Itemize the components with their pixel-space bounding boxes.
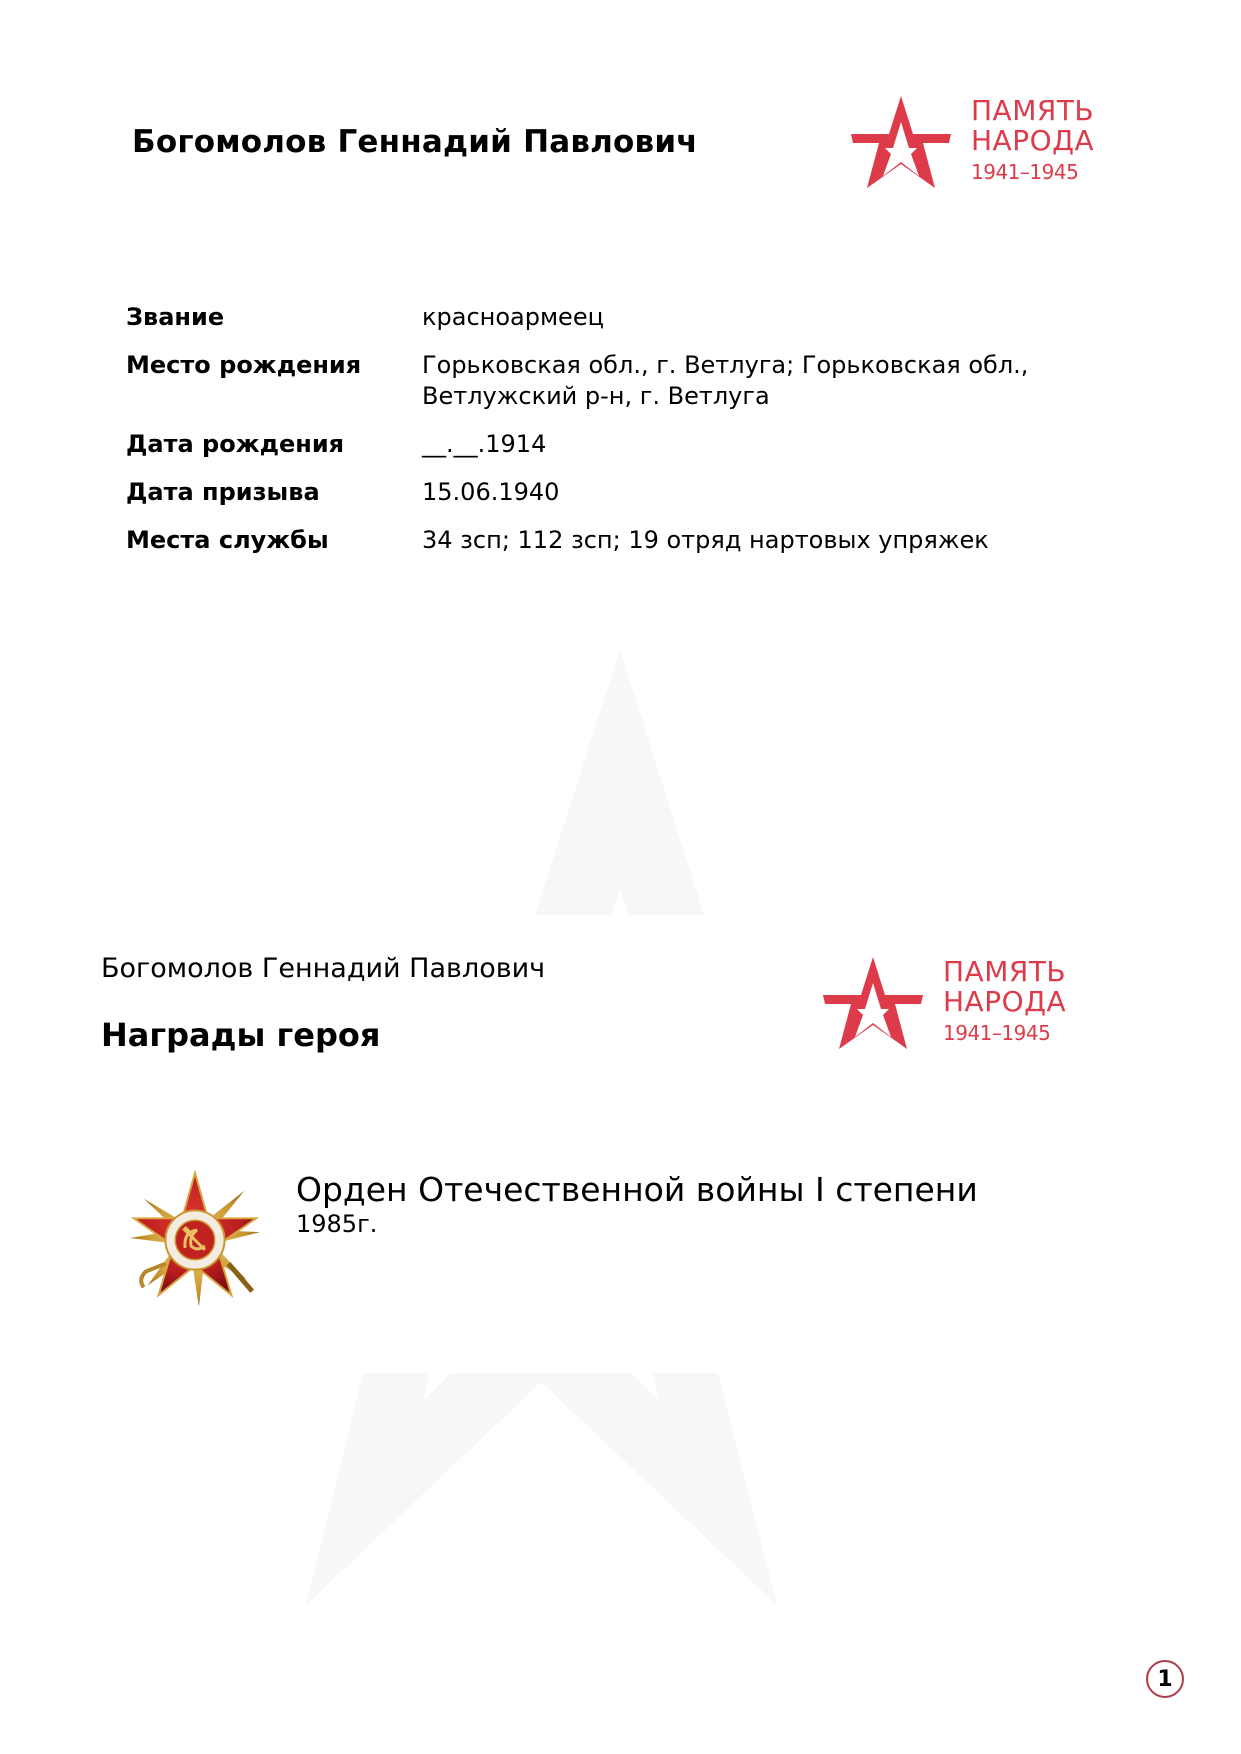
info-row-conscription-date [126,477,1086,508]
award-item [126,1168,978,1313]
info-label: Дата рождения [126,430,345,458]
info-value: красноармеец [422,303,604,331]
info-row-rank [126,302,1086,333]
info-value: __.__.1914 [422,430,547,458]
awards-person-name: Богомолов Геннадий Павлович [101,953,546,984]
red-star-logo-icon [823,957,923,1053]
info-label: Дата призыва [126,478,320,506]
info-label: Звание [126,303,225,331]
pamyat-naroda-logo [823,957,1066,1053]
person-info-table [126,302,1086,573]
logo-line-1: ПАМЯТЬ [943,955,1067,988]
info-value: 34 зсп; 112 зсп; 19 отряд нартовых упряжек [422,526,989,554]
award-text [296,1170,978,1238]
award-year: 1985г. [296,1210,378,1238]
logo-line-2: НАРОДА [943,985,1067,1018]
red-star-logo-icon [851,96,951,192]
star-watermark-bottom-fragment [306,1373,777,1605]
info-value: 15.06.1940 [422,478,560,506]
info-label: Место рождения [126,351,362,379]
award-name: Орден Отечественной войны I степени [296,1170,978,1209]
awards-section-title: Награды героя [101,1016,381,1054]
info-row-birthplace [126,350,1086,412]
logo-years: 1941–1945 [943,1021,1051,1045]
info-value: Горьковская обл., г. Ветлуга; Горьковская обл., Ветлужский р-н, г. Ветлуга [422,351,1029,410]
order-patriotic-war-1st-class-icon [126,1168,264,1313]
info-row-service-places [126,525,1086,556]
page-number-badge: 1 [1146,1660,1184,1698]
info-label: Места службы [126,526,329,554]
logo-text [943,957,1066,1045]
logo-text [971,96,1094,184]
star-watermark-top-fragment [535,650,704,915]
logo-line-2: НАРОДА [971,124,1095,157]
pamyat-naroda-logo [851,96,1094,192]
info-row-birthdate [126,429,1086,460]
logo-years: 1941–1945 [971,160,1079,184]
person-name-title: Богомолов Геннадий Павлович [132,124,698,160]
logo-line-1: ПАМЯТЬ [971,94,1095,127]
